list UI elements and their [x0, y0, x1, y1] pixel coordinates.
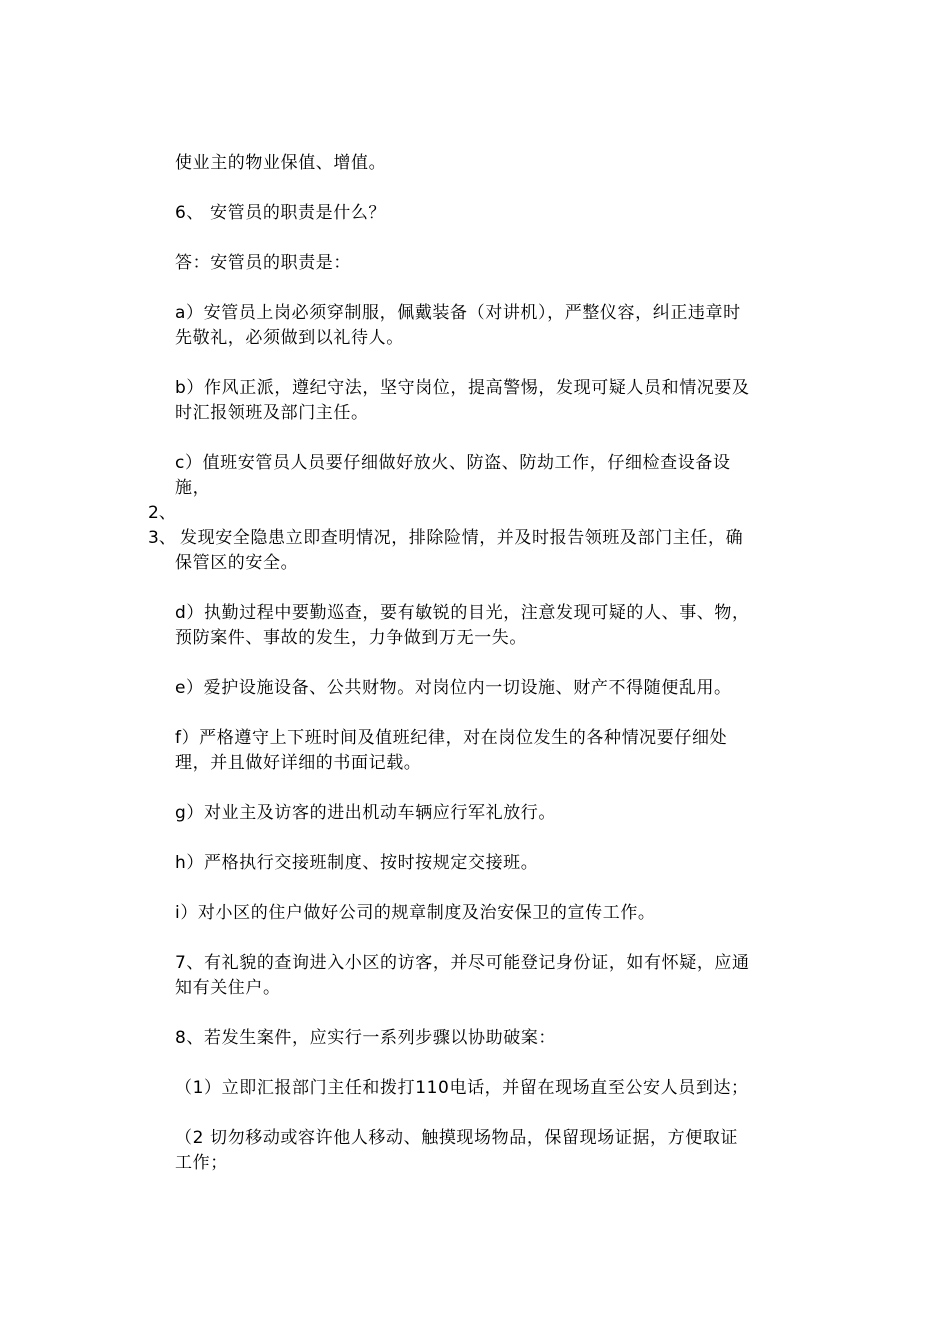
duty-h-line: h）严格执行交接班制度、按时按规定交接班。: [175, 853, 539, 873]
duty-f-line: f）严格遵守上下班时间及值班纪律，对在岗位发生的各种情况要仔细处: [175, 728, 728, 748]
numbered-item-line: 发现安全隐患立即查明情况，排除险情，并及时报告领班及部门主任，确: [180, 528, 744, 548]
item-8-line: 8、若发生案件，应实行一系列步骤以协助破案：: [175, 1028, 557, 1048]
duty-a-line: 先敬礼，必须做到以礼待人。: [175, 328, 404, 348]
numbered-item-line: 保管区的安全。: [175, 553, 299, 573]
item-7-line: 知有关住户。: [175, 978, 281, 998]
answer-intro: 答：安管员的职责是：: [175, 253, 351, 273]
text-line: 使业主的物业保值、增值。: [175, 153, 387, 173]
duty-b-line: b）作风正派，遵纪守法，坚守岗位，提高警惕，发现可疑人员和情况要及: [175, 378, 750, 398]
duty-b-line: 时汇报领班及部门主任。: [175, 403, 369, 423]
duty-c-line: c）值班安管员人员要仔细做好放火、防盗、防劫工作，仔细检查设备设: [175, 453, 731, 473]
step-1-line: （1）立即汇报部门主任和拨打110电话，并留在现场直至公安人员到达；: [175, 1078, 749, 1098]
step-2-line: 工作；: [175, 1153, 228, 1173]
duty-c-line: 施，: [175, 478, 211, 498]
duty-a-line: a）安管员上岗必须穿制服，佩戴装备（对讲机），严整仪容，纠正违章时: [175, 303, 741, 323]
duty-d-line: 预防案件、事故的发生，力争做到万无一失。: [175, 628, 527, 648]
duty-f-line: 理，并且做好详细的书面记载。: [175, 753, 422, 773]
list-number: 2、: [148, 503, 176, 523]
list-number: 3、: [148, 528, 176, 548]
duty-e-line: e）爱护设施设备、公共财物。对岗位内一切设施、财产不得随便乱用。: [175, 678, 732, 698]
duty-d-line: d）执勤过程中要勤巡查，要有敏锐的目光，注意发现可疑的人、事、物，: [175, 603, 750, 623]
item-7-line: 7、有礼貌的查询进入小区的访客，并尽可能登记身份证，如有怀疑，应通: [175, 953, 750, 973]
question-heading: 6、 安管员的职责是什么？: [175, 203, 387, 223]
step-2-line: （2 切勿移动或容许他人移动、触摸现场物品，保留现场证据，方便取证: [175, 1128, 739, 1148]
duty-i-line: i）对小区的住户做好公司的规章制度及治安保卫的宣传工作。: [175, 903, 656, 923]
duty-g-line: g）对业主及访客的进出机动车辆应行军礼放行。: [175, 803, 556, 823]
